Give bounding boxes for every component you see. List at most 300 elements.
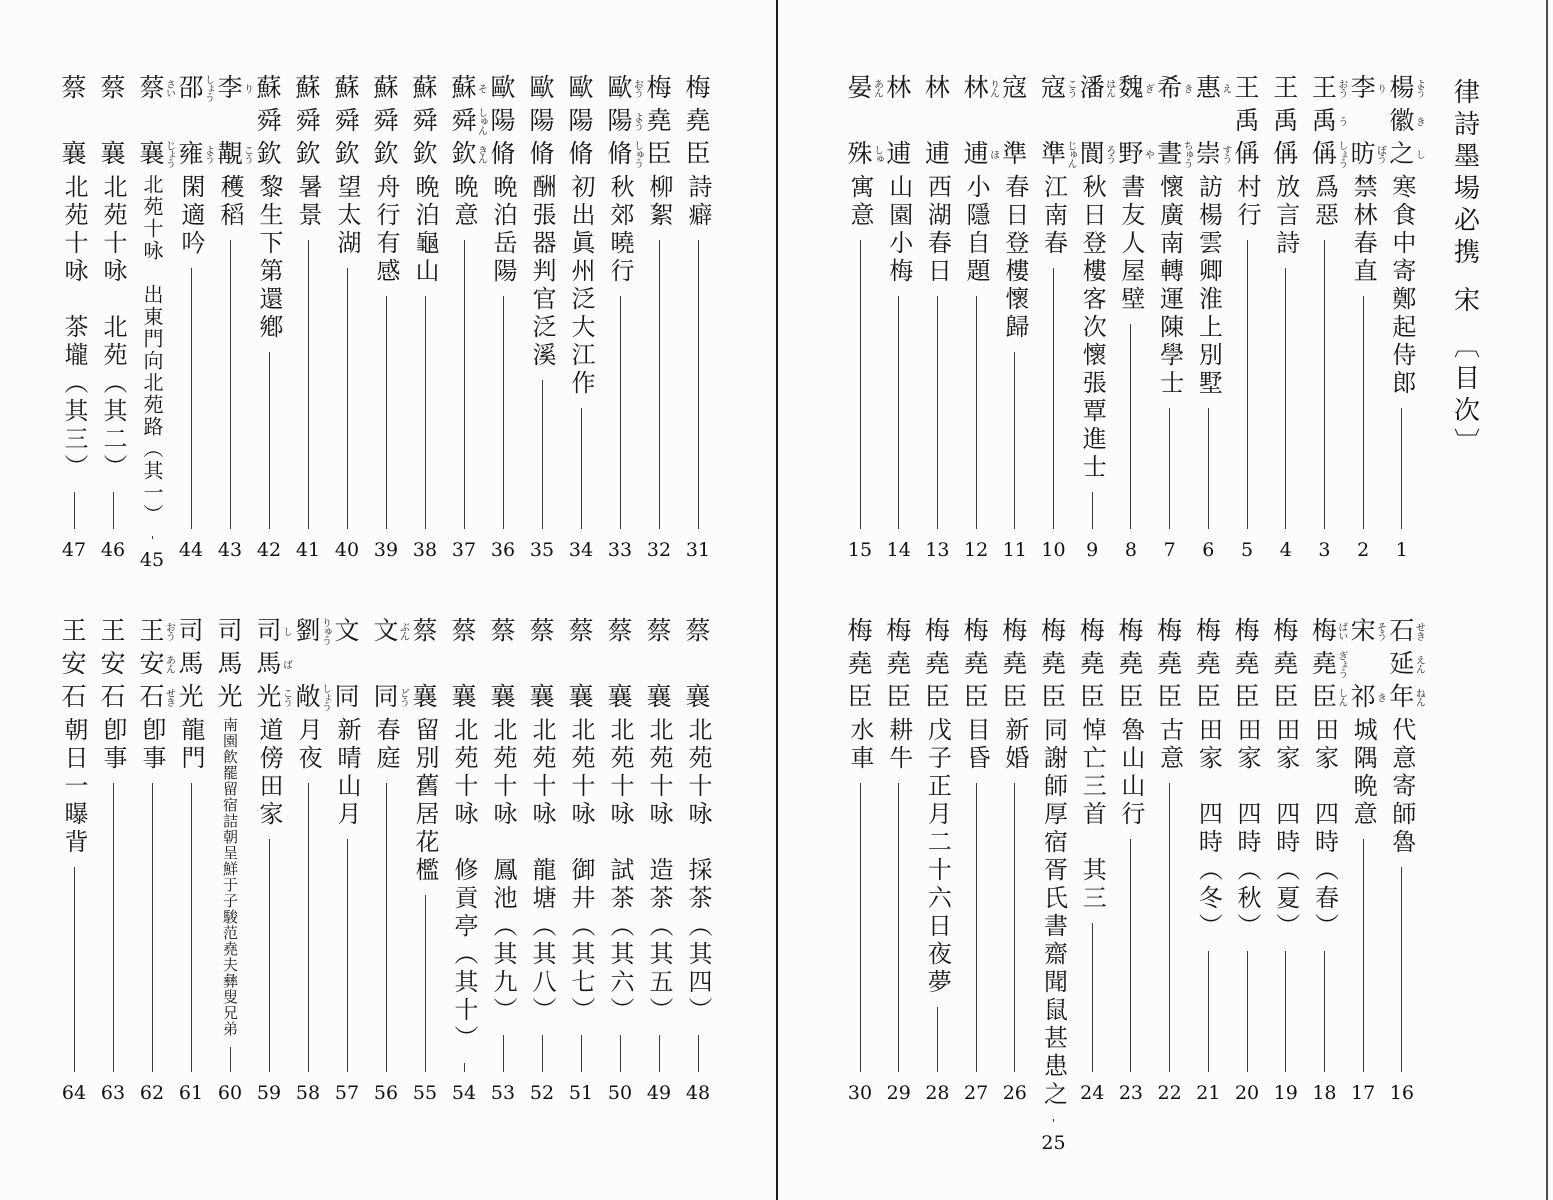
author-char: 臣 — [924, 682, 950, 711]
page-number: 15 — [847, 539, 873, 561]
author-char: 石 — [61, 682, 87, 711]
author-char: 敞 しょう — [295, 682, 331, 711]
author-char: 臣 — [963, 682, 989, 711]
leader-line — [74, 492, 75, 529]
leader-line — [230, 240, 231, 529]
author-char: 逋 — [886, 139, 912, 168]
page-number: 14 — [886, 539, 911, 561]
author-char: 舜 しゅん — [451, 106, 487, 135]
author-char: 梅 — [1157, 616, 1183, 645]
toc-entry — [679, 75, 717, 562]
poem-title: 秋日登樓客次懷張覃進士 — [1078, 174, 1107, 482]
leader-line — [1324, 951, 1325, 1072]
leader-line — [976, 783, 977, 1072]
toc-entry — [367, 75, 405, 562]
ruby-text: ちゅう — [1181, 140, 1193, 168]
toc-entry — [484, 75, 522, 562]
ruby-text: ねん — [1413, 688, 1425, 706]
poem-title: 望太湖 — [333, 174, 361, 258]
page-number: 51 — [568, 1082, 594, 1104]
leader-line — [386, 296, 387, 529]
toc-entry — [996, 618, 1034, 1105]
ruby-text: おう — [631, 79, 643, 97]
page-number: 32 — [646, 539, 672, 561]
poem-title: 城隅晩意 — [1349, 717, 1378, 829]
author-char: 梅 — [1041, 616, 1067, 645]
page-number: 37 — [451, 539, 477, 561]
author-char: 堯 — [1079, 649, 1105, 678]
author-char: 王 — [1234, 73, 1260, 102]
author-name — [568, 75, 593, 167]
author-char: 堯 — [1157, 649, 1183, 678]
author-char: 梅 — [847, 616, 873, 645]
poem-title: 同謝師厚宿胥氏書齋聞鼠甚患之 — [1039, 717, 1068, 1109]
author-char: 文 ぶん — [373, 616, 409, 645]
page-number: 12 — [964, 539, 989, 561]
toc-entry — [1267, 618, 1305, 1105]
poem-title: 田家 四時（夏） — [1271, 717, 1300, 941]
leader-line — [1169, 408, 1170, 529]
ruby-text: きん — [475, 145, 487, 163]
leader-line — [191, 783, 192, 1072]
leader-line — [308, 783, 309, 1072]
ruby-text: しょう — [202, 74, 214, 102]
page-number: 39 — [373, 539, 399, 561]
page-number: 30 — [847, 1082, 873, 1104]
toc-entry — [1344, 616, 1386, 1105]
toc-entry — [1073, 73, 1115, 562]
page-number: 46 — [100, 539, 126, 561]
ruby-text: し — [280, 626, 292, 636]
book-title: 律詩墨場必携 — [1449, 78, 1480, 270]
leader-line — [698, 240, 699, 529]
author-char: 歐 — [568, 73, 594, 102]
poem-title: 禁林春直 — [1349, 174, 1378, 286]
toc-entry — [250, 616, 292, 1105]
author-char: 欽 — [334, 139, 360, 168]
author-char: 晝 ちゅう — [1157, 139, 1193, 168]
poem-title: 龍門 — [177, 717, 205, 773]
leader-line — [503, 296, 504, 529]
author-char: 李 り — [1350, 73, 1386, 102]
leader-line — [464, 240, 465, 529]
ruby-text: じゅん — [1065, 140, 1076, 168]
author-char: 舜 — [373, 106, 399, 135]
author-char: 王 — [100, 616, 126, 645]
ruby-text: え — [1219, 83, 1231, 93]
author-char: 雍 よう — [178, 139, 214, 168]
toc-row-16-30 — [841, 616, 1425, 1154]
author-char: 堯 ぎょう — [1311, 649, 1347, 678]
ruby-text: あん — [871, 79, 883, 97]
author-char: 堯 — [886, 649, 912, 678]
ruby-text: しょう — [319, 683, 331, 711]
author-char: 逋 ほ — [963, 139, 999, 168]
author-char: 歐 おう — [607, 73, 643, 102]
author-char: 堯 — [1002, 649, 1028, 678]
leader-line — [542, 1035, 543, 1072]
author-name — [256, 616, 292, 711]
ruby-text: どう — [397, 688, 409, 706]
ruby-text: り — [241, 83, 253, 93]
author-name — [1157, 73, 1193, 168]
toc-entry — [957, 73, 999, 562]
toc-entry — [250, 75, 288, 562]
leader-line — [659, 1035, 660, 1072]
toc-entry — [367, 616, 409, 1105]
poem-title: 暑景 — [294, 174, 322, 230]
toc-entry — [880, 75, 918, 562]
page-number: 11 — [1002, 539, 1027, 561]
toc-entry — [1035, 73, 1076, 562]
toc-entry — [484, 618, 522, 1105]
page-number: 44 — [178, 539, 204, 561]
author-char: 司 — [178, 616, 204, 645]
toc-entry — [1267, 75, 1305, 562]
ruby-text: ろう — [1103, 145, 1115, 163]
poem-title: 閑適吟 — [177, 174, 205, 258]
author-char: 臣 — [1118, 682, 1144, 711]
leader-line — [1324, 240, 1325, 529]
page-number: 29 — [886, 1082, 911, 1104]
author-name — [178, 73, 214, 168]
poem-title: 水車 — [846, 717, 874, 773]
leader-line — [581, 1035, 582, 1072]
author-char: 偁 — [1234, 139, 1260, 168]
poem-title: 悼亡三首 其三 — [1078, 717, 1107, 913]
poem-title: 舟行有感 — [372, 174, 400, 286]
author-char: 堯 — [646, 106, 672, 135]
ruby-text: あん — [163, 655, 175, 673]
poem-title: 詩癖 — [684, 174, 712, 230]
author-char: 臣 — [1079, 682, 1105, 711]
poem-title: 黎生下第還鄕 — [255, 174, 283, 342]
author-char: 脩 — [529, 139, 555, 168]
author-char: 脩 しゅう — [607, 139, 643, 168]
author-char: 馬 — [217, 649, 243, 678]
toc-entry — [523, 618, 561, 1105]
poem-title: 小隱自題 — [962, 174, 991, 286]
page-number: 47 — [61, 539, 87, 561]
author-char: 文 — [334, 616, 360, 645]
poem-title: 卽事 — [138, 717, 166, 773]
poem-title: 田家 四時（冬） — [1194, 717, 1223, 941]
author-char: 欽 — [295, 139, 321, 168]
author-char: 陽 よう — [607, 106, 643, 135]
toc-entry — [328, 618, 366, 1105]
toc-entry — [55, 618, 93, 1105]
page-number: 63 — [100, 1082, 126, 1104]
toc-entry — [1383, 73, 1425, 562]
poem-title: 月夜 — [294, 717, 322, 773]
ruby-text: しん — [1335, 688, 1347, 706]
author-name — [1350, 616, 1386, 711]
ruby-text: ば — [280, 659, 292, 669]
author-char: 臣 — [685, 139, 711, 168]
leader-line — [269, 352, 270, 529]
author-char: 徽 き — [1389, 106, 1425, 135]
leader-line — [74, 867, 75, 1072]
author-char: 蔡 — [607, 616, 633, 645]
leader-line — [113, 783, 114, 1072]
page-number: 5 — [1240, 539, 1254, 561]
ruby-text: こう — [241, 145, 253, 163]
author-char: 襄 — [100, 139, 126, 168]
author-name — [490, 75, 515, 167]
author-name — [1389, 73, 1425, 168]
page-number: 3 — [1318, 539, 1331, 561]
author-char: 欽 — [373, 139, 399, 168]
author-name — [1041, 73, 1076, 168]
author-name — [529, 618, 554, 710]
author-char: 蔡 — [529, 616, 555, 645]
author-char: 楊 よう — [1389, 73, 1425, 102]
leader-line — [269, 839, 270, 1072]
author-char: 脩 — [490, 139, 516, 168]
page-number: 9 — [1086, 539, 1099, 561]
author-name — [100, 618, 125, 710]
toc-entry — [172, 618, 210, 1105]
page-number: 43 — [217, 539, 243, 561]
toc-entry — [1151, 73, 1193, 562]
leader-line — [1092, 492, 1093, 529]
author-char: 襄 — [61, 139, 87, 168]
toc-row-48-64 — [55, 618, 717, 1105]
poem-title: 西湖春日 — [923, 174, 952, 286]
author-char: 陽 — [568, 106, 594, 135]
author-char: 林 りん — [963, 73, 999, 102]
author-char: 蔡 — [685, 616, 711, 645]
author-name — [1079, 73, 1115, 168]
author-char: 堯 — [1273, 649, 1299, 678]
author-name — [963, 73, 999, 168]
toc-entry — [841, 618, 879, 1105]
poem-title: 戊子正月二十六日夜夢 — [923, 717, 952, 997]
author-char: 昉 ぼう — [1350, 139, 1386, 168]
leader-line — [425, 296, 426, 529]
page-number: 34 — [568, 539, 594, 561]
poem-title: 懷廣南轉運陳學士 — [1155, 174, 1184, 398]
leader-line — [152, 783, 153, 1072]
leader-line — [347, 839, 348, 1072]
author-char: 宋 そう — [1350, 616, 1386, 645]
author-char: 脩 — [568, 139, 594, 168]
author-char: 準 — [1002, 139, 1028, 168]
author-name — [646, 75, 671, 167]
author-char: 梅 — [1195, 616, 1221, 645]
author-char: 偁 しょう — [1311, 139, 1347, 168]
leader-line — [1169, 783, 1170, 1072]
author-char: 蘇 — [412, 73, 438, 102]
author-char: 堯 — [847, 649, 873, 678]
poem-title: 初出眞州泛大江作 — [567, 174, 595, 398]
author-char: 梅 — [685, 73, 711, 102]
page-number: 61 — [178, 1082, 204, 1104]
poem-title: 村行 — [1233, 174, 1262, 230]
author-name — [451, 73, 487, 168]
ruby-text: き — [1374, 692, 1386, 702]
author-char: 臣 — [847, 682, 873, 711]
leader-line — [503, 1035, 504, 1072]
leader-line — [191, 268, 192, 529]
ruby-text: そう — [1374, 622, 1386, 640]
page-number: 42 — [256, 539, 282, 561]
ruby-text: ぶん — [397, 622, 409, 640]
author-char: 蘇 — [373, 73, 399, 102]
ruby-text: よう — [1413, 79, 1425, 97]
poem-title: 代意寄師魯 — [1387, 717, 1416, 857]
author-char: 石 せき — [1389, 616, 1425, 645]
author-char: 堯 — [924, 649, 950, 678]
page-number: 28 — [925, 1082, 950, 1104]
ruby-text: りん — [987, 79, 999, 97]
author-char: 潘 はん — [1079, 73, 1115, 102]
ruby-text: ほ — [987, 149, 999, 159]
poem-title: 朝日一曝背 — [60, 717, 88, 857]
author-char: 梅 — [1118, 616, 1144, 645]
poem-title: 田家 四時（春） — [1310, 717, 1339, 941]
ruby-text: おう — [1335, 79, 1347, 97]
leader-line — [347, 268, 348, 529]
leader-line — [620, 1035, 621, 1072]
page-number: 1 — [1395, 539, 1408, 561]
page-number: 54 — [451, 1082, 477, 1104]
toc-entry — [562, 75, 600, 562]
ruby-text: こう — [1065, 79, 1076, 97]
author-name — [1311, 616, 1347, 711]
page-number: 41 — [295, 539, 321, 561]
author-char: 王 おう — [139, 616, 175, 645]
author-char: 蔡 — [490, 616, 516, 645]
page-number: 38 — [412, 539, 438, 561]
author-name — [1157, 618, 1182, 710]
author-char: 馬 — [178, 649, 204, 678]
leader-line — [1130, 324, 1131, 529]
author-name — [847, 73, 883, 168]
author-char: 祁 き — [1350, 682, 1386, 711]
author-name — [847, 618, 872, 710]
page-number: 18 — [1312, 1082, 1337, 1104]
author-char: 希 き — [1157, 73, 1193, 102]
page-number: 62 — [139, 1082, 165, 1104]
author-char: 臣 — [1002, 682, 1028, 711]
page-number: 6 — [1202, 539, 1215, 561]
author-char: 蔡 さい — [139, 73, 175, 102]
page-number: 56 — [373, 1082, 399, 1104]
author-name — [1118, 73, 1154, 168]
author-char: 偁 — [1273, 139, 1299, 168]
author-name — [334, 75, 359, 167]
toc-entry — [1112, 618, 1150, 1105]
author-char: 舜 — [295, 106, 321, 135]
author-name — [412, 618, 437, 710]
leader-line — [1053, 1119, 1054, 1122]
leader-line — [1401, 408, 1402, 529]
poem-title: 江南春 — [1039, 174, 1068, 258]
page-number: 57 — [334, 1082, 360, 1104]
author-char: 欽 — [256, 139, 282, 168]
poem-title: 留別舊居花檻 — [411, 717, 439, 885]
author-name — [1041, 618, 1066, 710]
toc-entry — [880, 618, 918, 1105]
leader-line — [1363, 839, 1364, 1072]
author-char: 舜 — [412, 106, 438, 135]
author-name — [568, 618, 593, 710]
author-char: 惠 え — [1195, 73, 1231, 102]
ruby-text: ぎょう — [1335, 650, 1347, 678]
author-char: 林 — [886, 73, 912, 102]
author-char: 禹 — [1234, 106, 1260, 135]
ruby-text: ばい — [1335, 622, 1347, 640]
author-char: 梅 — [1079, 616, 1105, 645]
leader-line — [898, 296, 899, 529]
leader-line — [1247, 240, 1248, 529]
page-left — [0, 0, 776, 1200]
leader-line — [464, 1063, 465, 1072]
poem-title: 北苑十咏 修貢亭（其十） — [450, 717, 478, 1053]
page-number: 36 — [490, 539, 516, 561]
author-char: 襄 — [568, 682, 594, 711]
leader-line — [308, 240, 309, 529]
toc-entry — [289, 75, 327, 562]
author-name — [61, 75, 86, 167]
page-number: 23 — [1118, 1082, 1144, 1104]
ruby-text: しょう — [1335, 140, 1347, 168]
ruby-text: しゅん — [475, 107, 487, 135]
author-name — [1273, 618, 1298, 710]
author-name — [1196, 618, 1221, 710]
poem-title: 爲惡 — [1310, 174, 1339, 230]
author-char: 野 や — [1118, 139, 1154, 168]
leader-line — [386, 783, 387, 1072]
page-title — [1438, 78, 1492, 460]
ruby-text: えん — [1413, 655, 1425, 673]
author-char: 梅 ばい — [1311, 616, 1347, 645]
leader-line — [1247, 951, 1248, 1072]
poem-title: 北苑十咏 採茶（其四） — [684, 717, 712, 1025]
toc-entry — [406, 75, 444, 562]
author-name — [61, 618, 86, 710]
author-name — [685, 75, 710, 167]
page-number: 60 — [217, 1082, 243, 1104]
ruby-text: し — [1413, 149, 1425, 159]
toc-entry — [328, 75, 366, 562]
page-number: 20 — [1234, 1082, 1260, 1104]
author-name — [925, 75, 950, 167]
author-name — [1002, 75, 1027, 167]
page-number: 17 — [1351, 1082, 1376, 1104]
ruby-text: り — [1374, 83, 1386, 93]
poem-title: 訪楊雲卿淮上別墅 — [1194, 174, 1223, 398]
author-name — [217, 618, 242, 710]
toc-entry — [957, 618, 995, 1105]
author-char: 閬 ろう — [1079, 139, 1115, 168]
page-number: 49 — [646, 1082, 672, 1104]
toc-entry — [601, 73, 643, 562]
poem-title: 山園小梅 — [884, 174, 913, 286]
poem-title: 北苑十咏 鳳池（其九） — [489, 717, 517, 1025]
toc-entry — [133, 73, 175, 571]
page-number: 52 — [529, 1082, 555, 1104]
author-char: 襄 — [607, 682, 633, 711]
toc-entry — [1344, 73, 1386, 562]
toc-entry — [1305, 73, 1347, 562]
author-name — [1235, 618, 1260, 710]
page-number: 35 — [529, 539, 555, 561]
poem-title: 古意 — [1155, 717, 1184, 773]
page-number: 64 — [61, 1082, 87, 1104]
toc-entry — [1228, 618, 1266, 1105]
